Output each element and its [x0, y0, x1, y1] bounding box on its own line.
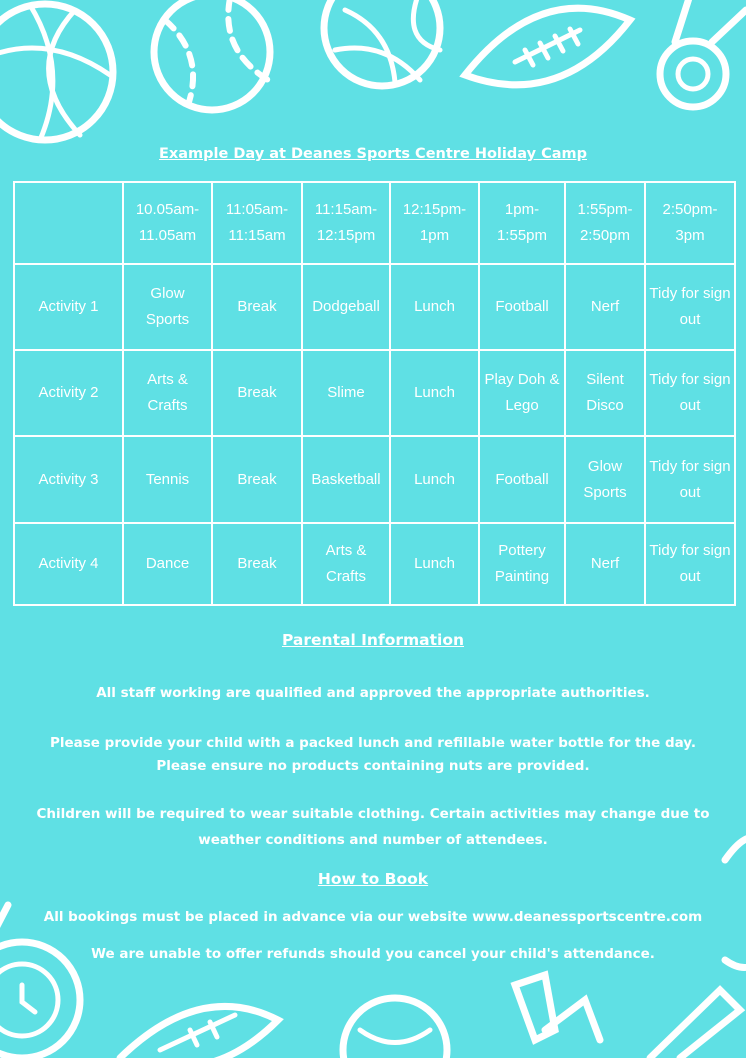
table-header-row	[14, 182, 735, 264]
table-cell: Nerf	[565, 264, 645, 350]
table-cell: Lunch	[390, 436, 479, 523]
table-cell: Basketball	[302, 436, 390, 523]
table-cell: Tidy for sign out	[645, 436, 735, 523]
table-cell: Activity 2	[14, 350, 123, 436]
ball-icon-bottom	[343, 998, 447, 1058]
table-cell: Glow Sports	[123, 264, 212, 350]
table-cell: Break	[212, 436, 302, 523]
table-cell: Football	[479, 436, 565, 523]
table-cell: Silent Disco	[565, 350, 645, 436]
volleyball-icon	[324, 0, 440, 86]
table-cell: Activity 4	[14, 523, 123, 605]
table-cell: Lunch	[390, 523, 479, 605]
rugby-ball-icon	[465, 8, 630, 85]
header-cell: 1pm-1:55pm	[479, 182, 565, 264]
table-cell: Tidy for sign out	[645, 264, 735, 350]
table-cell: Slime	[302, 350, 390, 436]
schedule-table	[13, 181, 736, 606]
table-cell: Glow Sports	[565, 436, 645, 523]
table-cell: Activity 1	[14, 264, 123, 350]
table-cell: Lunch	[390, 264, 479, 350]
table-cell: Tidy for sign out	[645, 350, 735, 436]
tennis-ball-icon	[154, 0, 270, 110]
table-cell: Tennis	[123, 436, 212, 523]
medal-icon	[660, 0, 746, 107]
parental-info-clothing: Children will be required to wear suitable clothing. Certain activities may change due to weather conditions and number of attendees.	[36, 806, 710, 848]
booking-refund-note: We are unable to offer refunds should you cancel your child's attendance.	[91, 946, 655, 962]
header-cell	[14, 182, 123, 264]
table-row	[14, 523, 735, 605]
header-cell: 2:50pm-3pm	[645, 182, 735, 264]
table-cell: Play Doh & Lego	[479, 350, 565, 436]
header-cell: 10.05am-11.05am	[123, 182, 212, 264]
table-cell: Lunch	[390, 350, 479, 436]
table-cell: Break	[212, 264, 302, 350]
table-cell: Activity 3	[14, 436, 123, 523]
header-cell: 11:05am-11:15am	[212, 182, 302, 264]
header-cell: 12:15pm-1pm	[390, 182, 479, 264]
table-row	[14, 264, 735, 350]
basketball-icon	[0, 4, 113, 140]
table-cell: Football	[479, 264, 565, 350]
header-cell: 11:15am-12:15pm	[302, 182, 390, 264]
table-cell: Arts & Crafts	[302, 523, 390, 605]
parental-info-staff: All staff working are qualified and approved the appropriate authorities.	[96, 685, 650, 701]
table-row	[14, 350, 735, 436]
table-cell: Dodgeball	[302, 264, 390, 350]
table-row	[14, 436, 735, 523]
table-cell: Break	[212, 523, 302, 605]
header-cell: 1:55pm-2:50pm	[565, 182, 645, 264]
rugby-ball-icon-bottom	[120, 1006, 278, 1058]
parental-info-heading: Parental Information	[281, 631, 465, 649]
table-cell: Arts & Crafts	[123, 350, 212, 436]
table-cell: Tidy for sign out	[645, 523, 735, 605]
table-cell: Pottery Painting	[479, 523, 565, 605]
table-cell: Nerf	[565, 523, 645, 605]
table-cell: Break	[212, 350, 302, 436]
how-to-book-heading: How to Book	[317, 870, 429, 888]
booking-advance-note: All bookings must be placed in advance via our website www.deanessportscentre.com	[43, 909, 703, 925]
parental-info-lunch: Please provide your child with a packed lunch and refillable water bottle for the day. Please ensure no products containing nuts are provided.	[49, 735, 696, 774]
page-title: Example Day at Deanes Sports Centre Holiday Camp	[159, 146, 587, 162]
table-cell: Dance	[123, 523, 212, 605]
